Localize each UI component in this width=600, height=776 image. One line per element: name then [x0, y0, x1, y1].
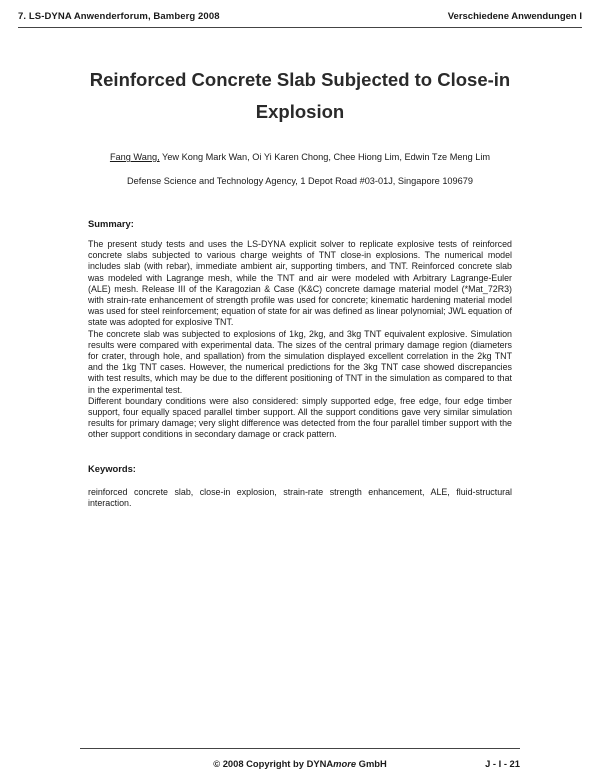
co-authors: Yew Kong Mark Wan, Oi Yi Karen Chong, Chee Hiong Lim, Edwin Tze Meng Lim	[159, 152, 491, 162]
first-author: Fang Wang,	[109, 152, 160, 162]
summary-paragraph-2: The concrete slab was subjected to explosions of 1kg, 2kg, and 3kg TNT equivalent explosive. Simulation results were compared with experimental data. The sizes of the central primary damage region (diameters for crater, through hole, and spallation) from the simulation displayed excellent correlation in the 2kg TNT and the 1kg TNT cases. However, the numerical predictions for the 3kg TNT case showed discrepancies with test results, which may be due to the different positioning of TNT in the simulation as compared to that in the experimental test.	[88, 328, 512, 395]
header-conference: 7. LS-DYNA Anwenderforum, Bamberg 2008	[18, 11, 220, 22]
header-section: Verschiedene Anwendungen I	[447, 11, 582, 22]
title-line-1: Reinforced Concrete Slab Subjected to Close-in	[89, 69, 511, 90]
footer-rule	[80, 748, 520, 749]
copyright-suffix: GmbH	[356, 758, 387, 769]
keywords-text: reinforced concrete slab, close-in explosion, strain-rate strength enhancement, ALE, fluid-structural interaction.	[88, 487, 512, 509]
affiliation: Defense Science and Technology Agency, 1 Depot Road #03-01J, Singapore 109679	[127, 176, 473, 186]
keywords-heading: Keywords:	[88, 463, 136, 474]
summary-heading: Summary:	[88, 218, 134, 229]
page-number: J - I - 21	[485, 758, 520, 769]
keywords-body	[88, 487, 512, 509]
paper-title	[40, 64, 560, 128]
summary-body	[88, 239, 512, 441]
copyright-prefix: © 2008 Copyright by DYNA	[213, 758, 334, 769]
running-header	[18, 6, 582, 28]
summary-paragraph-3: Different boundary conditions were also considered: simply supported edge, free edge, four edge timber support, four equally spaced parallel timber support. All the support conditions gave very similar simulation results for primary damage; very slight difference was detected from the four parallel timber support with the other support conditions in secondary damage or crack pattern.	[88, 395, 512, 440]
summary-paragraph-1: The present study tests and uses the LS-DYNA explicit solver to replicate explosive tests of reinforced concrete slabs subjected to various charge weights of TNT close-in explosions. The numerical model includes slab (with rebar), immediate ambient air, supporting timbers, and TNT. Reinforced concrete slab was modeled with Lagrange mesh, while the TNT and air were modeled with Arbitrary Lagrange-Euler (ALE) mesh. Release III of the Karagozian & Case (K&C) concrete damage material model (*Mat_72R3) with strain-rate enhancement of strength profile was used for concrete; kinematic hardening material model was used for steel reinforcement; equation of state for air was defined as linear polynomial; JWL equation of state was adopted for explosive TNT.	[88, 239, 512, 328]
copyright-brand-italic: more	[333, 758, 357, 769]
title-line-2: Explosion	[255, 101, 345, 122]
author-list	[40, 151, 560, 163]
